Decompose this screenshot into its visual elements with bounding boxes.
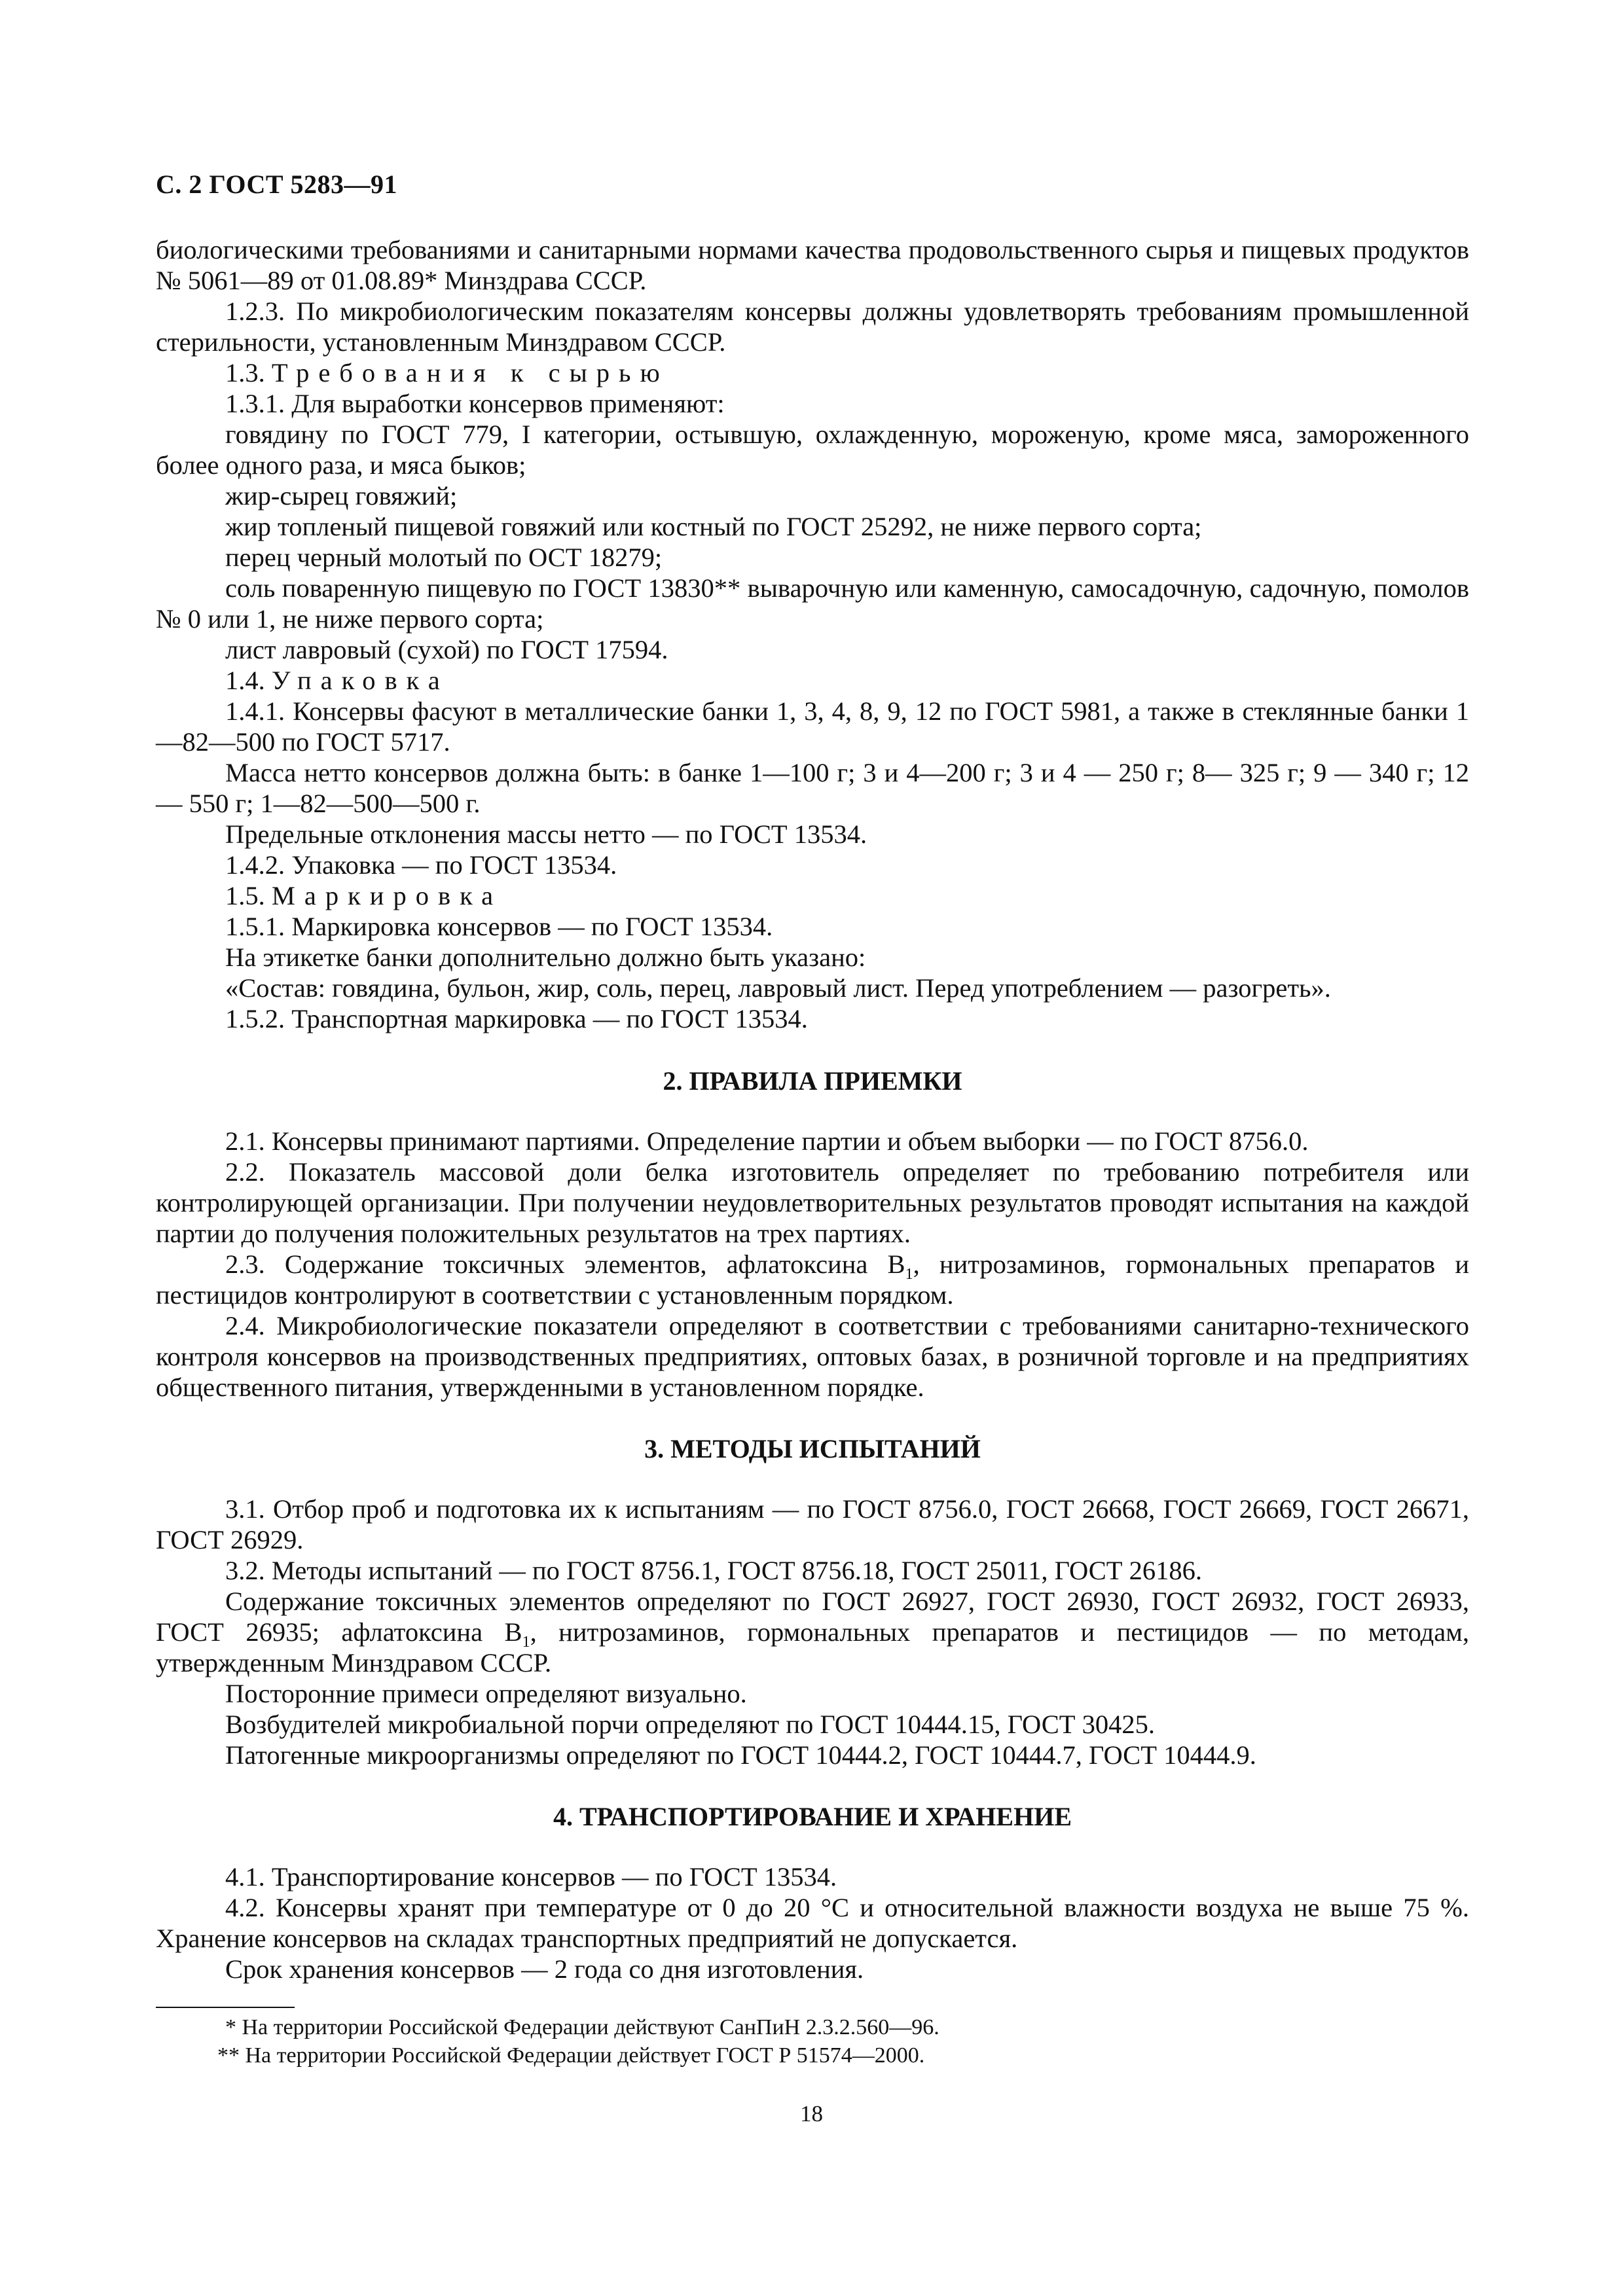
footnote: ** На территории Российской Федерации действует ГОСТ Р 51574—2000.	[217, 2043, 925, 2068]
paragraph: 1.5.1. Маркировка консервов — по ГОСТ 13534.	[225, 912, 773, 941]
section-3-title: 3. МЕТОДЫ ИСПЫТАНИЙ	[644, 1434, 981, 1463]
paragraph: биологическими требованиями и санитарными нормами качества продовольственного сырья и пищевых продуктов № 5061—89 от 01.08.89* Минздрава СССР.	[156, 235, 1469, 295]
subsection-heading	[156, 357, 1469, 388]
paragraph: перец черный молотый по ОСТ 18279;	[225, 543, 663, 572]
paragraph: 3.1. Отбор проб и подготовка их к испытаниям — по ГОСТ 8756.0, ГОСТ 26668, ГОСТ 26669, ГОСТ 26671, ГОСТ 26929.	[156, 1494, 1469, 1554]
subsection-number: 1.4.	[225, 666, 265, 695]
section-4-title: 4. ТРАНСПОРТИРОВАНИЕ И ХРАНЕНИЕ	[553, 1802, 1072, 1831]
paragraph: лист лавровый (сухой) по ГОСТ 17594.	[225, 635, 668, 664]
subsection-title: Упаковка	[271, 666, 449, 695]
paragraph: 4.2. Консервы хранят при температуре от 0 до 20 °С и относительной влажности воздуха не выше 75 %. Хранение консервов на складах транспортных предприятий не допускается.	[156, 1893, 1469, 1953]
paragraph: жир-сырец говяжий;	[225, 481, 458, 511]
section-2-title: 2. ПРАВИЛА ПРИЕМКИ	[663, 1066, 962, 1096]
paragraph: жир топленый пищевой говяжий или костный по ГОСТ 25292, не ниже первого сорта;	[225, 512, 1202, 541]
footnotes	[156, 2013, 1469, 2070]
paragraph: 2.2. Показатель массовой доли белка изготовитель определяет по требованию потребителя или контролирующей организации. При получении неудовлетворительных результатов проводят испытания на каждой партии до получения положительных результатов на трех партиях.	[156, 1157, 1469, 1248]
page-number: 18	[800, 2101, 823, 2126]
paragraph: Посторонние примеси определяют визуально.	[225, 1679, 747, 1708]
subsection-heading	[156, 880, 1469, 911]
paragraph: 2.3. Содержание токсичных элементов, афлатоксина $B_1$, нитрозаминов, гормональных препаратов и пестицидов контролируют в соответствии с установленным порядком.	[156, 1249, 1470, 1310]
paragraph: Возбудителей микробиальной порчи определяют по ГОСТ 10444.15, ГОСТ 30425.	[225, 1710, 1155, 1739]
paragraph: Масса нетто консервов должна быть: в банке 1—100 г; 3 и 4—200 г; 3 и 4 — 250 г; 8— 325 г; 9 — 340 г; 12 — 550 г; 1—82—500—500 г.	[156, 758, 1469, 818]
footnote-divider	[156, 2007, 295, 2008]
paragraph: Срок хранения консервов — 2 года со дня изготовления.	[225, 1954, 864, 1984]
paragraph: 1.2.3. По микробиологическим показателям консервы должны удовлетворять требованиям промышленной стерильности, установленным Минздравом СССР.	[156, 296, 1469, 357]
subsection-number: 1.3.	[225, 358, 265, 387]
paragraph: 4.1. Транспортирование консервов — по ГОСТ 13534.	[225, 1862, 837, 1892]
paragraph: 1.3.1. Для выработки консервов применяют:	[225, 389, 725, 418]
subsection-title: Требования к сырью	[271, 358, 669, 387]
paragraph: говядину по ГОСТ 779, I категории, остывшую, охлажденную, мороженую, кроме мяса, замороженного более одного раза, и мяса быков;	[156, 420, 1469, 480]
paragraph: Патогенные микроорганизмы определяют по ГОСТ 10444.2, ГОСТ 10444.7, ГОСТ 10444.9.	[225, 1740, 1256, 1770]
paragraph: 1.4.2. Упаковка — по ГОСТ 13534.	[225, 850, 617, 880]
paragraph: На этикетке банки дополнительно должно быть указано:	[225, 942, 866, 972]
footnote: * На территории Российской Федерации действуют СанПиН 2.3.2.560—96.	[225, 2015, 939, 2039]
page-header: С. 2 ГОСТ 5283—91	[156, 170, 398, 199]
section-1-body	[156, 234, 1469, 1034]
subsection-number: 1.5.	[225, 881, 265, 910]
section-4-body	[156, 1861, 1469, 1984]
paragraph: «Состав: говядина, бульон, жир, соль, перец, лавровый лист. Перед употреблением — разогреть».	[225, 973, 1331, 1003]
paragraph: соль поваренную пищевую по ГОСТ 13830** выварочную или каменную, самосадочную, садочную, помолов № 0 или 1, не ниже первого сорта;	[156, 573, 1469, 634]
paragraph: Предельные отклонения массы нетто — по ГОСТ 13534.	[225, 819, 867, 849]
paragraph: 1.5.2. Транспортная маркировка — по ГОСТ 13534.	[225, 1004, 808, 1033]
section-2-body	[156, 1126, 1469, 1403]
paragraph: 1.4.1. Консервы фасуют в металлические банки 1, 3, 4, 8, 9, 12 по ГОСТ 5981, а также в стеклянные банки 1—82—500 по ГОСТ 5717.	[156, 696, 1469, 757]
paragraph: 3.2. Методы испытаний — по ГОСТ 8756.1, ГОСТ 8756.18, ГОСТ 25011, ГОСТ 26186.	[225, 1556, 1203, 1585]
section-3-body	[156, 1494, 1469, 1770]
subsection-title: Маркировка	[271, 881, 503, 910]
paragraph: 2.4. Микробиологические показатели определяют в соответствии с требованиями санитарно-технического контроля консервов на производственных предприятиях, оптовых базах, в розничной торговле и на предприятиях общественного питания, утвержденными в установленном порядке.	[156, 1311, 1469, 1402]
subsection-heading	[156, 665, 1469, 696]
paragraph: 2.1. Консервы принимают партиями. Определение партии и объем выборки — по ГОСТ 8756.0.	[225, 1126, 1309, 1156]
paragraph: Содержание токсичных элементов определяют по ГОСТ 26927, ГОСТ 26930, ГОСТ 26932, ГОСТ 26933, ГОСТ 26935; афлатоксина $B_1$, нитрозаминов, гормональных препаратов и пестицидов — по методам, утвержденным Минздравом СССР.	[156, 1587, 1469, 1677]
